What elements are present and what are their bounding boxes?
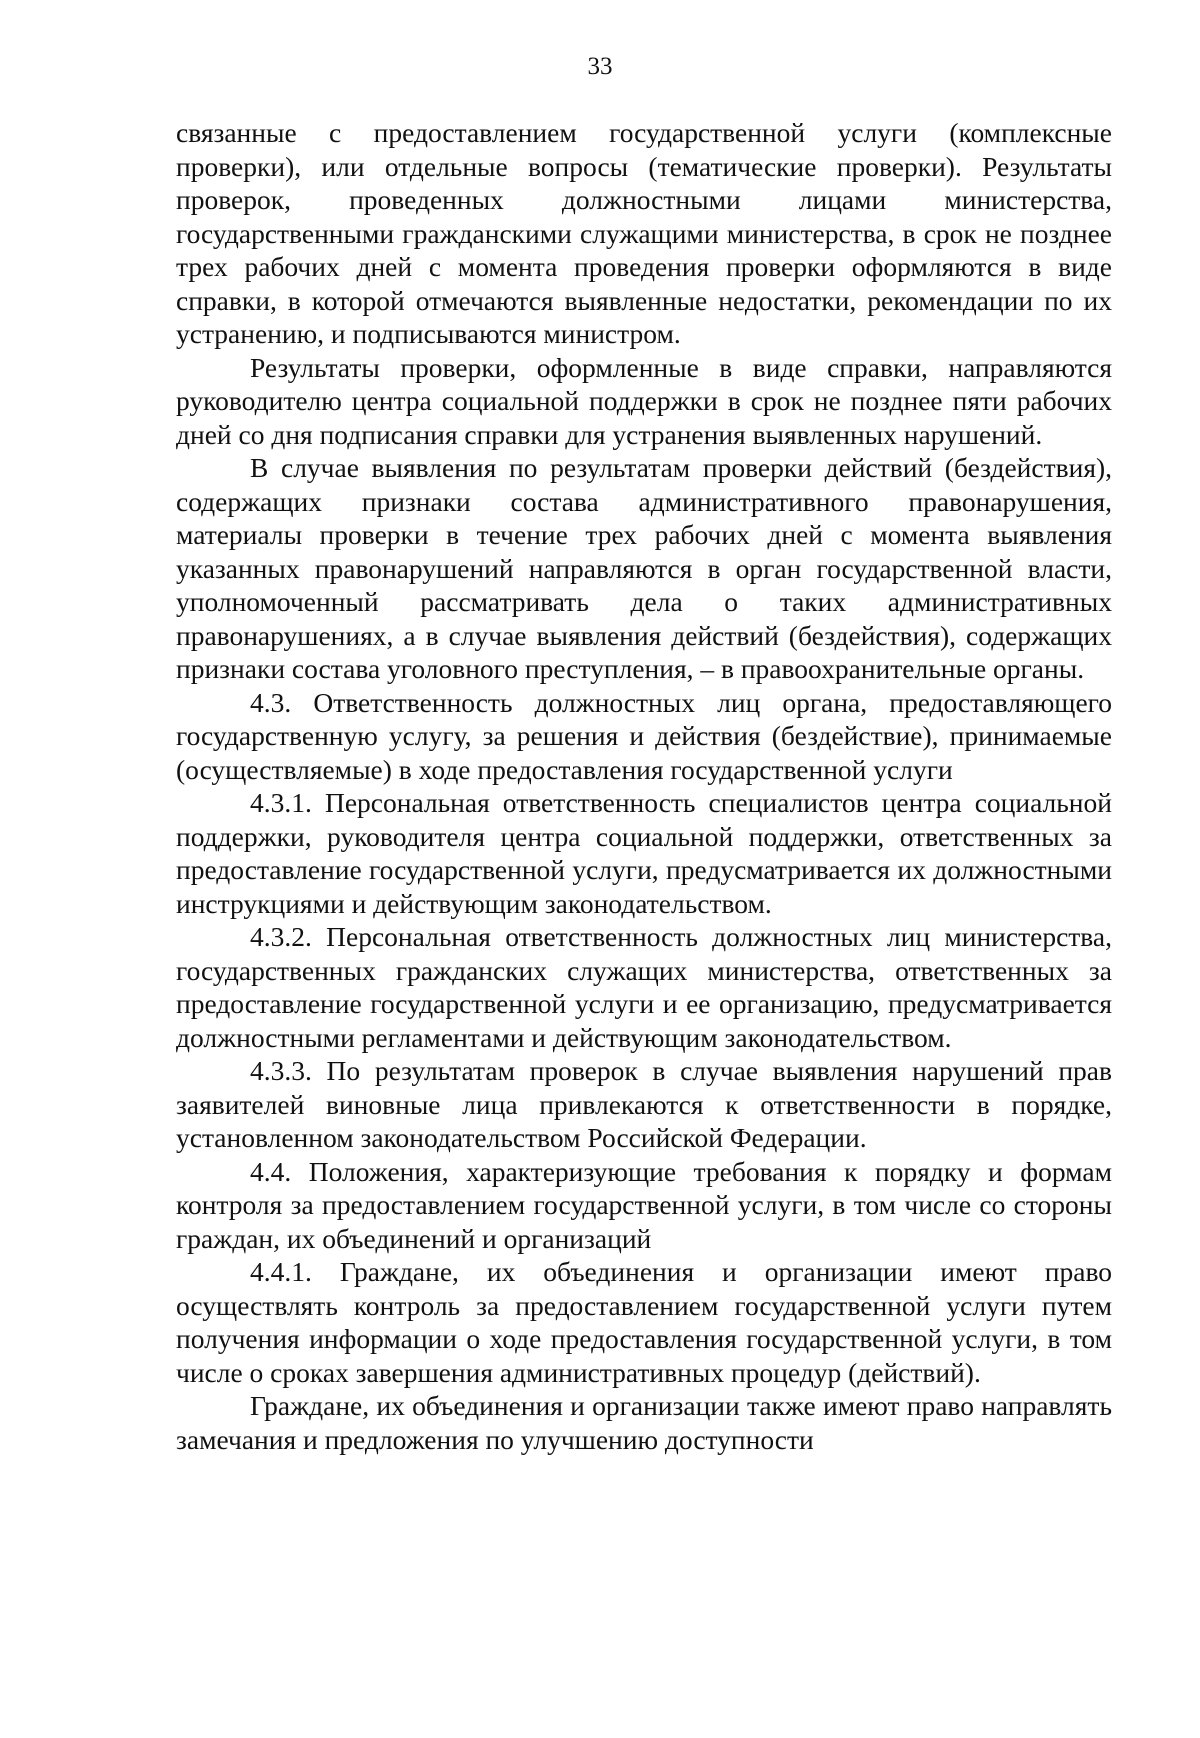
page-number: 33: [587, 53, 613, 80]
section-heading-4-3: 4.3. Ответственность должностных лиц органа, предоставляющего государственную услугу, за решения и действия (бездействие), принимаемые (осуществляемые) в ходе предоставления государственной услуги: [176, 686, 1112, 785]
paragraph-4-3-2: 4.3.2. Персональная ответственность должностных лиц министерства, государственных гражданских служащих министерства, ответственных за предоставление государственной услуги и ее организацию, предусматривается должностными регламентами и действующим законодательством.: [176, 921, 1112, 1053]
section-heading-4-4: 4.4. Положения, характеризующие требования к порядку и формам контроля за предоставлением государственной услуги, в том числе со стороны граждан, их объединений и организаций: [176, 1155, 1112, 1254]
paragraph-4-4-1: 4.4.1. Граждане, их объединения и организации имеют право осуществлять контроль за предоставлением государственной услуги путем получения информации о ходе предоставления государственной услуги, в том числе о сроках завершения административных процедур (действий).: [176, 1256, 1112, 1388]
document-body: [176, 116, 1112, 1456]
paragraph-inspection-results: Результаты проверки, оформленные в виде справки, направляются руководителю центра социальной поддержки в срок не позднее пяти рабочих дней со дня подписания справки для устранения выявленных нарушений.: [176, 351, 1112, 450]
paragraph-4-3-3: 4.3.3. По результатам проверок в случае выявления нарушений прав заявителей виновные лица привлекаются к ответственности в порядке, установленном законодательством Российской Федерации.: [176, 1055, 1112, 1153]
paragraph-violations: В случае выявления по результатам проверки действий (бездействия), содержащих признаки состава административного правонарушения, материалы проверки в течение трех рабочих дней с момента выявления указанных правонарушений направляются в орган государственной власти, уполномоченный рассматривать дела о таких административных правонарушениях, а в случае выявления действий (бездействия), содержащих признаки состава уголовного преступления, – в правоохранительные органы.: [176, 452, 1112, 684]
paragraph-continuation: связанные с предоставлением государственной услуги (комплексные проверки), или отдельные вопросы (тематические проверки). Результаты проверок, проведенных должностными лицами министерства, государственными гражданскими служащими министерства, в срок не позднее трех рабочих дней с момента проведения проверки оформляются в виде справки, в которой отмечаются выявленные недостатки, рекомендации по их устранению, и подписываются министром.: [176, 117, 1112, 349]
paragraph-4-3-1: 4.3.1. Персональная ответственность специалистов центра социальной поддержки, руководителя центра социальной поддержки, ответственных за предоставление государственной услуги, предусматривается их должностными инструкциями и действующим законодательством.: [176, 787, 1112, 919]
paragraph-citizens-rights: Граждане, их объединения и организации также имеют право направлять замечания и предложения по улучшению доступности: [176, 1390, 1112, 1455]
